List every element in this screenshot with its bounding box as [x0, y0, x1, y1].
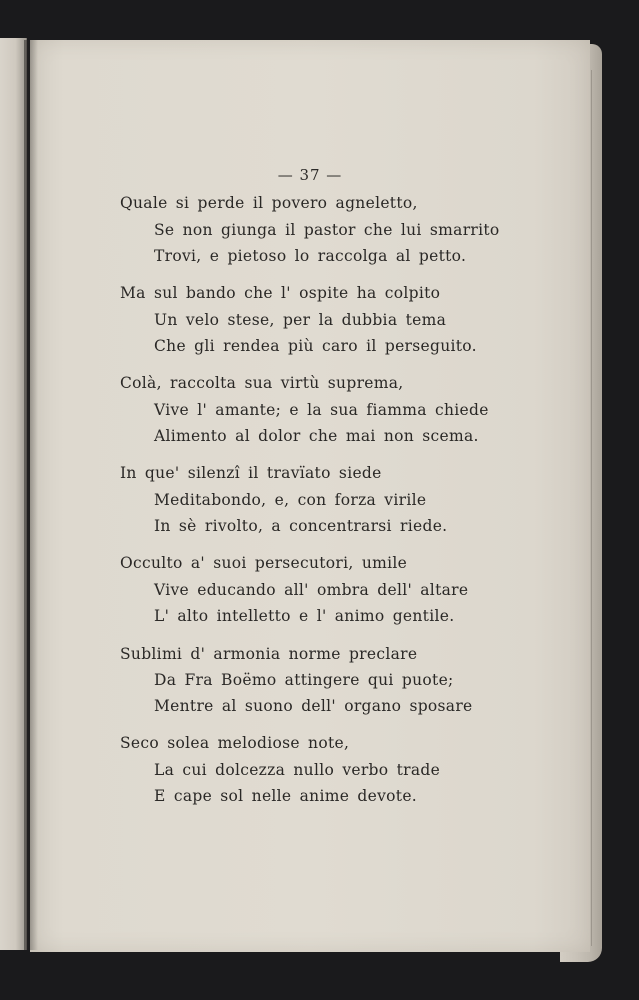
verse-line: In sè rivolto, a concentrarsi riede. [154, 517, 448, 535]
verse-line: E cape sol nelle anime devote. [154, 787, 418, 805]
verse-line: Seco solea melodiose note, [120, 734, 350, 752]
verse-line: Alimento al dolor che mai non scema. [154, 427, 479, 445]
verse-line: Meditabondo, e, con forza virile [154, 491, 427, 509]
verse-line: Vive educando all' ombra dell' altare [154, 581, 469, 599]
verse-line: Colà, raccolta sua virtù suprema, [120, 374, 404, 392]
facing-page-edge [0, 38, 27, 950]
verse-line: Trovi, e pietoso lo raccolga al petto. [154, 247, 467, 265]
verse-line: Vive l' amante; e la sua fiamma chiede [154, 401, 489, 419]
verse-line: Che gli rendea più caro il perseguito. [154, 337, 477, 355]
page-number: — 37 — [277, 166, 343, 184]
verse-line: Mentre al suono dell' organo sposare [154, 697, 473, 715]
verse-line: La cui dolcezza nullo verbo trade [154, 761, 441, 779]
book-page [30, 40, 590, 952]
verse-line: L' alto intelletto e l' animo gentile. [154, 607, 455, 625]
verse-line: Ma sul bando che l' ospite ha colpito [120, 284, 441, 302]
verse-line: Sublimi d' armonia norme preclare [120, 645, 418, 663]
poem [30, 40, 590, 952]
verse-line: In que' silenzî il travïato siede [120, 464, 382, 482]
verse-line: Un velo stese, per la dubbia tema [154, 311, 447, 329]
verse-line: Se non giunga il pastor che lui smarrito [154, 221, 500, 239]
verse-line: Quale si perde il povero agneletto, [120, 194, 418, 212]
verse-line: Occulto a' suoi persecutori, umile [120, 554, 408, 572]
gutter-shadow [24, 40, 38, 950]
verse-line: Da Fra Boëmo attingere qui puote; [154, 671, 454, 689]
